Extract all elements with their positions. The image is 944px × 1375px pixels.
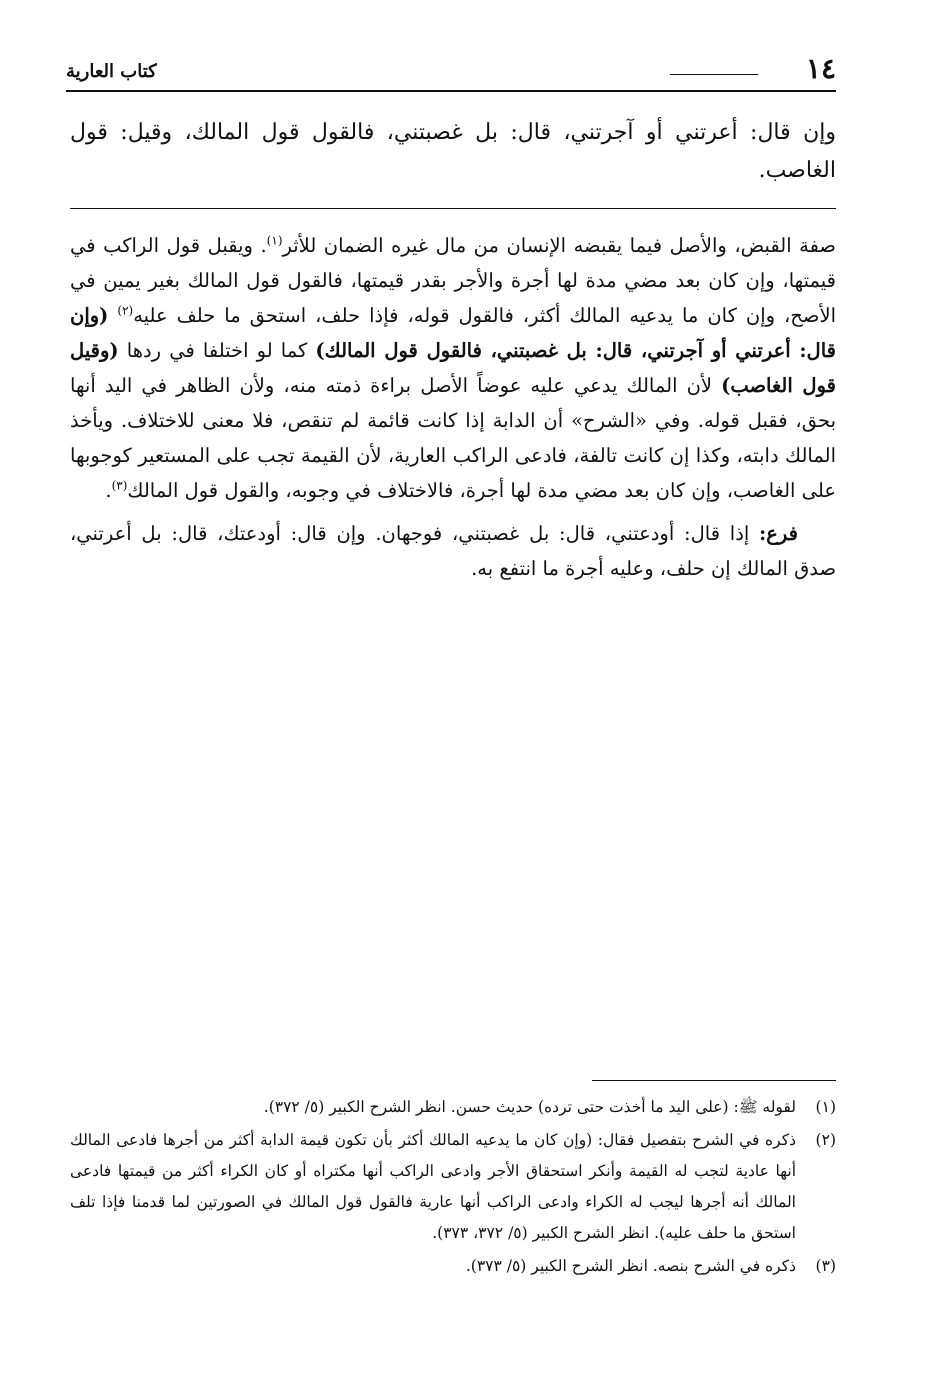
footnote-item: [70, 1125, 836, 1249]
commentary-body: [70, 228, 836, 586]
matn-divider: [70, 208, 836, 209]
footnotes: [70, 1092, 836, 1284]
footnote-item: [70, 1092, 836, 1123]
footnote-ref-1[interactable]: (١): [266, 233, 283, 248]
matn-paragraph: وإن قال: أعرتني أو آجرتني، قال: بل غصبتني، فالقول قول المالك، وقيل: قول الغاصب.: [70, 120, 836, 183]
footnote-ref-3[interactable]: (٣): [111, 478, 128, 493]
running-title: كتاب العارية: [66, 61, 157, 82]
quoted-matn: (وإن قال: أعرتني أو آجرتني، قال: بل غصبتني، فالقول قول المالك): [70, 304, 836, 362]
header-rule: [66, 90, 836, 92]
branch-label: فرع:: [759, 522, 798, 545]
header-dash: [670, 74, 758, 75]
commentary-text: .: [105, 479, 112, 502]
commentary-text: . ويقبل قول الراكب في قيمتها، وإن كان بعد مضي مدة لها أجرة والأجر بقدر قيمتها، فالقول قول المالك بغير يمين في الأصح، وإن كان ما يدعيه المالك أكثر، فالقول قوله، فإذا حلف، استحق ما حلف عليه: [70, 234, 836, 327]
footnote-item: [70, 1251, 836, 1282]
page-header: [66, 52, 836, 92]
footnote-number: (٣): [815, 1257, 836, 1275]
footnote-ref-2[interactable]: (٢): [117, 303, 134, 318]
footnote-divider: [592, 1080, 836, 1081]
branch-paragraph: [70, 516, 836, 586]
quoted-matn: (وقيل قول الغاصب): [70, 339, 836, 397]
commentary-text: صفة القبض، والأصل فيما يقبضه الإنسان من مال غيره الضمان للأثر: [282, 234, 836, 257]
branch-text: إذا قال: أودعتني، قال: بل غصبتني، فوجهان. وإن قال: أودعتك، قال: بل أعرتني، صدق المالك إن حلف، وعليه أجرة ما انتفع به.: [70, 522, 836, 580]
footnote-text: ذكره في الشرح بنصه. انظر الشرح الكبير (٥/ ٣٧٣).: [465, 1257, 796, 1275]
footnote-text: لقوله ﷺ: (على اليد ما أخذت حتى ترده) حديث حسن. انظر الشرح الكبير (٥/ ٣٧٢).: [263, 1098, 796, 1116]
footnote-text: ذكره في الشرح بتفصيل فقال: (وإن كان ما يدعيه المالك أكثر بأن تكون قيمة الدابة أكثر من أجرها فادعى المالك أنها عادية لتجب له القيمة وأنكر استحقاق الأجر وادعى الراكب أنها مكتراه أو كان الكراء أكثر من قيمتها فادعى المالك أنه أجرها ليجب له الكراء وادعى الراكب أنها عارية فالقول قول المالك في الصورتين لما قدمنا فإذا تلف استحق ما حلف عليه). انظر الشرح الكبير (٥/ ٣٧٢، ٣٧٣).: [70, 1131, 796, 1242]
footnote-number: (١): [815, 1098, 836, 1116]
commentary-text: كما لو اختلفا في ردها: [118, 339, 316, 362]
footnote-number: (٢): [815, 1131, 836, 1149]
page-number: ١٤: [805, 52, 836, 85]
matn-text-block: [70, 114, 836, 190]
commentary-paragraph: [70, 228, 836, 508]
commentary-text: لأن المالك يدعي عليه عوضاً الأصل براءة ذمته منه، ولأن الظاهر في اليد أنها بحق، فقبل قوله. وفي «الشرح» أن الدابة إذا كانت قائمة لم تنقص، فلا معنى للاختلاف. ويأخذ المالك دابته، وكذا إن كانت تالفة، فادعى الراكب العارية، لأن القيمة تجب على المستعير كوجوبها على الغاصب، وإن كان بعد مضي مدة لها أجرة، فالاختلاف في وجوبه، والقول قول المالك: [70, 374, 836, 502]
